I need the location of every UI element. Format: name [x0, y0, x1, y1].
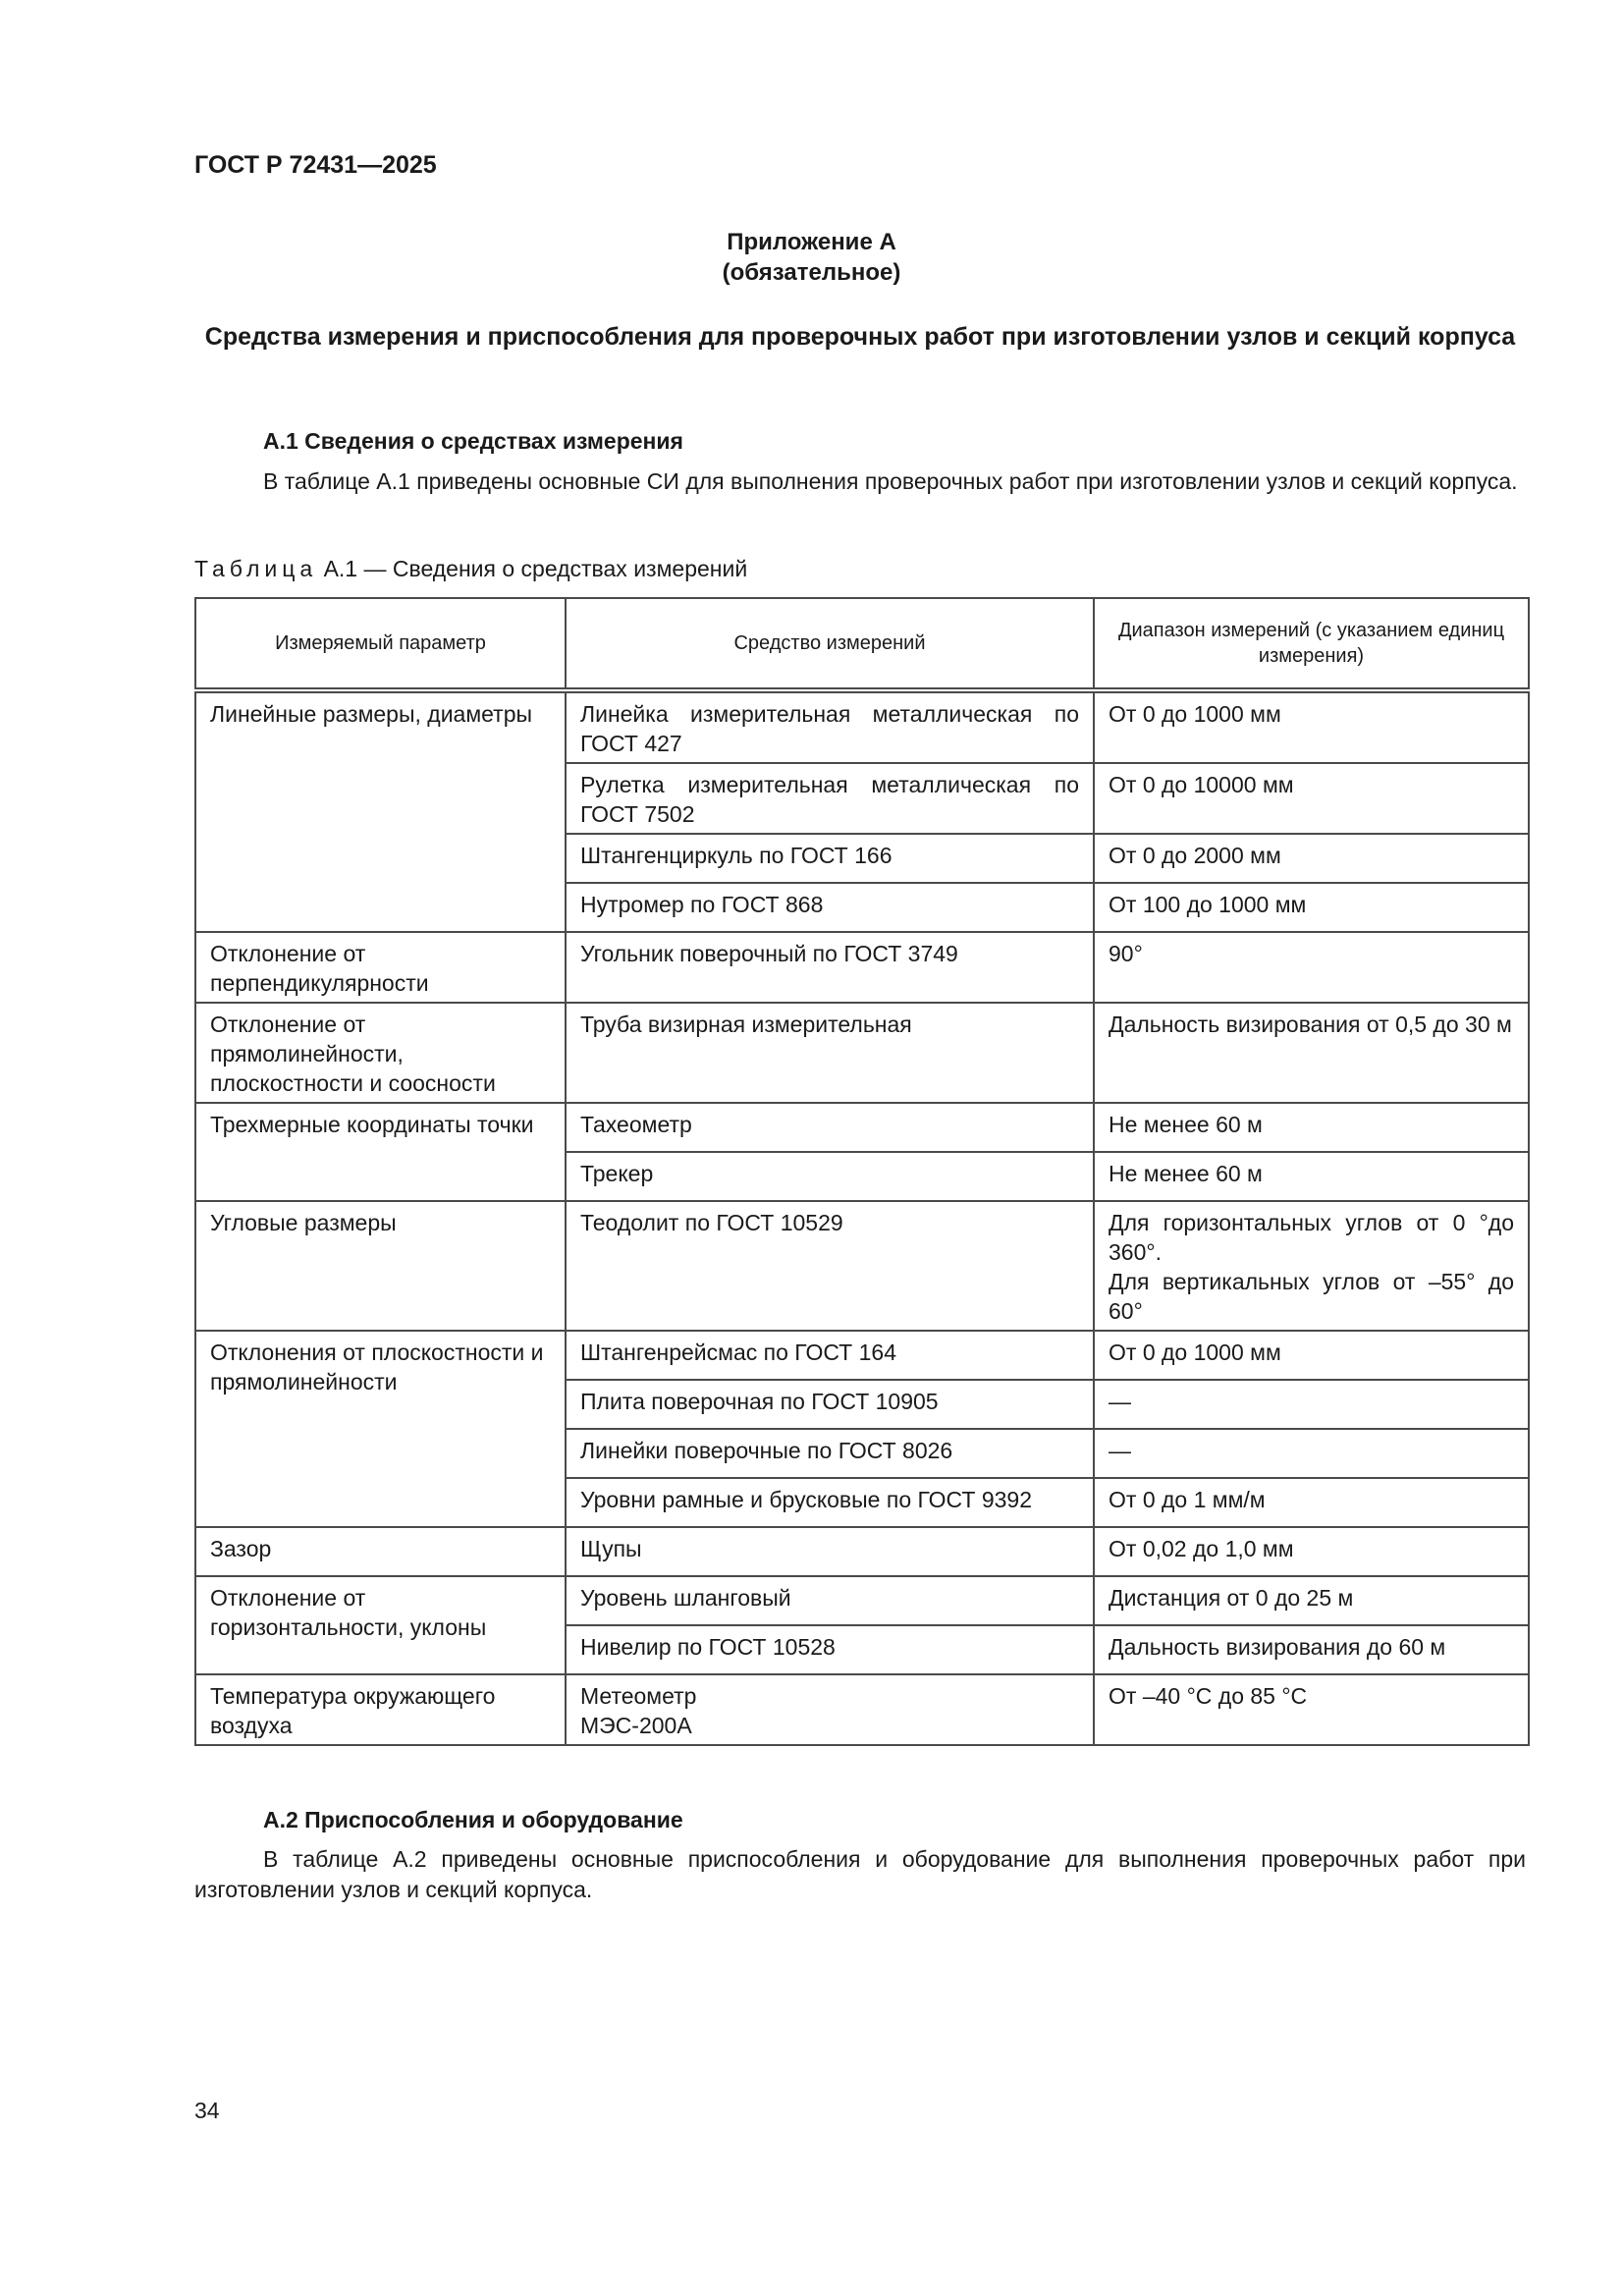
cell-instrument: Щупы: [566, 1527, 1094, 1576]
cell-instrument: Штангенциркуль по ГОСТ 166: [566, 834, 1094, 883]
cell-range: —: [1094, 1429, 1529, 1478]
cell-range: От 0,02 до 1,0 мм: [1094, 1527, 1529, 1576]
cell-range: От 0 до 2000 мм: [1094, 834, 1529, 883]
cell-range: Дистанция от 0 до 25 м: [1094, 1576, 1529, 1625]
cell-parameter: Температура окружающего воздуха: [195, 1674, 566, 1745]
table-row: [195, 1527, 1529, 1576]
header-parameter: Измеряемый параметр: [195, 598, 566, 690]
cell-range: 90°: [1094, 932, 1529, 1003]
cell-instrument: Труба визирная измерительная: [566, 1003, 1094, 1103]
appendix-subtitle: (обязательное): [722, 259, 901, 286]
table-row: [195, 1201, 1529, 1331]
cell-parameter: Угловые размеры: [195, 1201, 566, 1331]
cell-parameter: Отклонение от перпендикулярности: [195, 932, 566, 1003]
table-row: [195, 1674, 1529, 1745]
header-range: Диапазон измерений (с указанием единиц измерения): [1094, 598, 1529, 690]
cell-range: Не менее 60 м: [1094, 1103, 1529, 1152]
cell-range: От 0 до 1 мм/м: [1094, 1478, 1529, 1527]
table-caption-word: Таблица: [194, 556, 318, 581]
cell-instrument: Линейка измерительная металлическая по ГОСТ 427: [566, 690, 1094, 763]
section-a2-text: В таблице А.2 приведены основные приспособления и оборудование для выполнения проверочных работ при изготовлении узлов и секций корпуса.: [194, 1846, 1526, 1902]
header-instrument: Средство измерений: [566, 598, 1094, 690]
cell-range: Дальность визирования от 0,5 до 30 м: [1094, 1003, 1529, 1103]
cell-parameter: Отклонения от плоскостности и прямолинейности: [195, 1331, 566, 1527]
cell-instrument: Тахеометр: [566, 1103, 1094, 1152]
cell-instrument: Линейки поверочные по ГОСТ 8026: [566, 1429, 1094, 1478]
cell-range: —: [1094, 1380, 1529, 1429]
cell-parameter: Линейные размеры, диаметры: [195, 690, 566, 932]
cell-parameter: Отклонение от прямолинейности, плоскостности и соосности: [195, 1003, 566, 1103]
document-code: ГОСТ Р 72431—2025: [194, 151, 437, 179]
cell-range: От 0 до 1000 мм: [1094, 690, 1529, 763]
table-row: [195, 1576, 1529, 1625]
section-a2-heading: А.2 Приспособления и оборудование: [263, 1807, 683, 1832]
cell-instrument: Метеометр МЭС-200А: [566, 1674, 1094, 1745]
cell-instrument: Уровень шланговый: [566, 1576, 1094, 1625]
table-row: [195, 932, 1529, 1003]
table-header-row: [195, 598, 1529, 690]
table-caption-title: А.1 — Сведения о средствах измерений: [317, 556, 748, 581]
section-a1-heading: А.1 Сведения о средствах измерения: [263, 428, 683, 454]
cell-instrument: Рулетка измерительная металлическая по ГОСТ 7502: [566, 763, 1094, 834]
appendix-main-title: Средства измерения и приспособления для проверочных работ при изготовлении узлов и секций корпуса: [204, 323, 1516, 351]
appendix-title: Приложение А: [727, 229, 896, 255]
table-row: [195, 1331, 1529, 1380]
cell-range: От 0 до 1000 мм: [1094, 1331, 1529, 1380]
cell-range: Не менее 60 м: [1094, 1152, 1529, 1201]
cell-instrument: Штангенрейсмас по ГОСТ 164: [566, 1331, 1094, 1380]
cell-range: От –40 °С до 85 °С: [1094, 1674, 1529, 1745]
cell-parameter: Трехмерные координаты точки: [195, 1103, 566, 1201]
table-row: [195, 1103, 1529, 1152]
cell-instrument: Трекер: [566, 1152, 1094, 1201]
cell-instrument: Теодолит по ГОСТ 10529: [566, 1201, 1094, 1331]
cell-range: Дальность визирования до 60 м: [1094, 1625, 1529, 1674]
cell-instrument: Плита поверочная по ГОСТ 10905: [566, 1380, 1094, 1429]
cell-range: От 100 до 1000 мм: [1094, 883, 1529, 932]
page-number: 34: [194, 2098, 220, 2123]
cell-instrument: Нутромер по ГОСТ 868: [566, 883, 1094, 932]
cell-instrument: Уровни рамные и брусковые по ГОСТ 9392: [566, 1478, 1094, 1527]
cell-parameter: Зазор: [195, 1527, 566, 1576]
cell-instrument: Угольник поверочный по ГОСТ 3749: [566, 932, 1094, 1003]
cell-range: Для горизонтальных углов от 0 °до 360°. Для вертикальных углов от –55° до 60°: [1094, 1201, 1529, 1331]
table-row: [195, 690, 1529, 763]
cell-instrument: Нивелир по ГОСТ 10528: [566, 1625, 1094, 1674]
table-caption: [194, 556, 747, 582]
measurement-table: [194, 597, 1530, 1746]
cell-range: От 0 до 10000 мм: [1094, 763, 1529, 834]
section-a1-text: В таблице А.1 приведены основные СИ для выполнения проверочных работ при изготовлении узлов и секций корпуса.: [263, 468, 1518, 494]
cell-parameter: Отклонение от горизонтальности, уклоны: [195, 1576, 566, 1674]
table-row: [195, 1003, 1529, 1103]
